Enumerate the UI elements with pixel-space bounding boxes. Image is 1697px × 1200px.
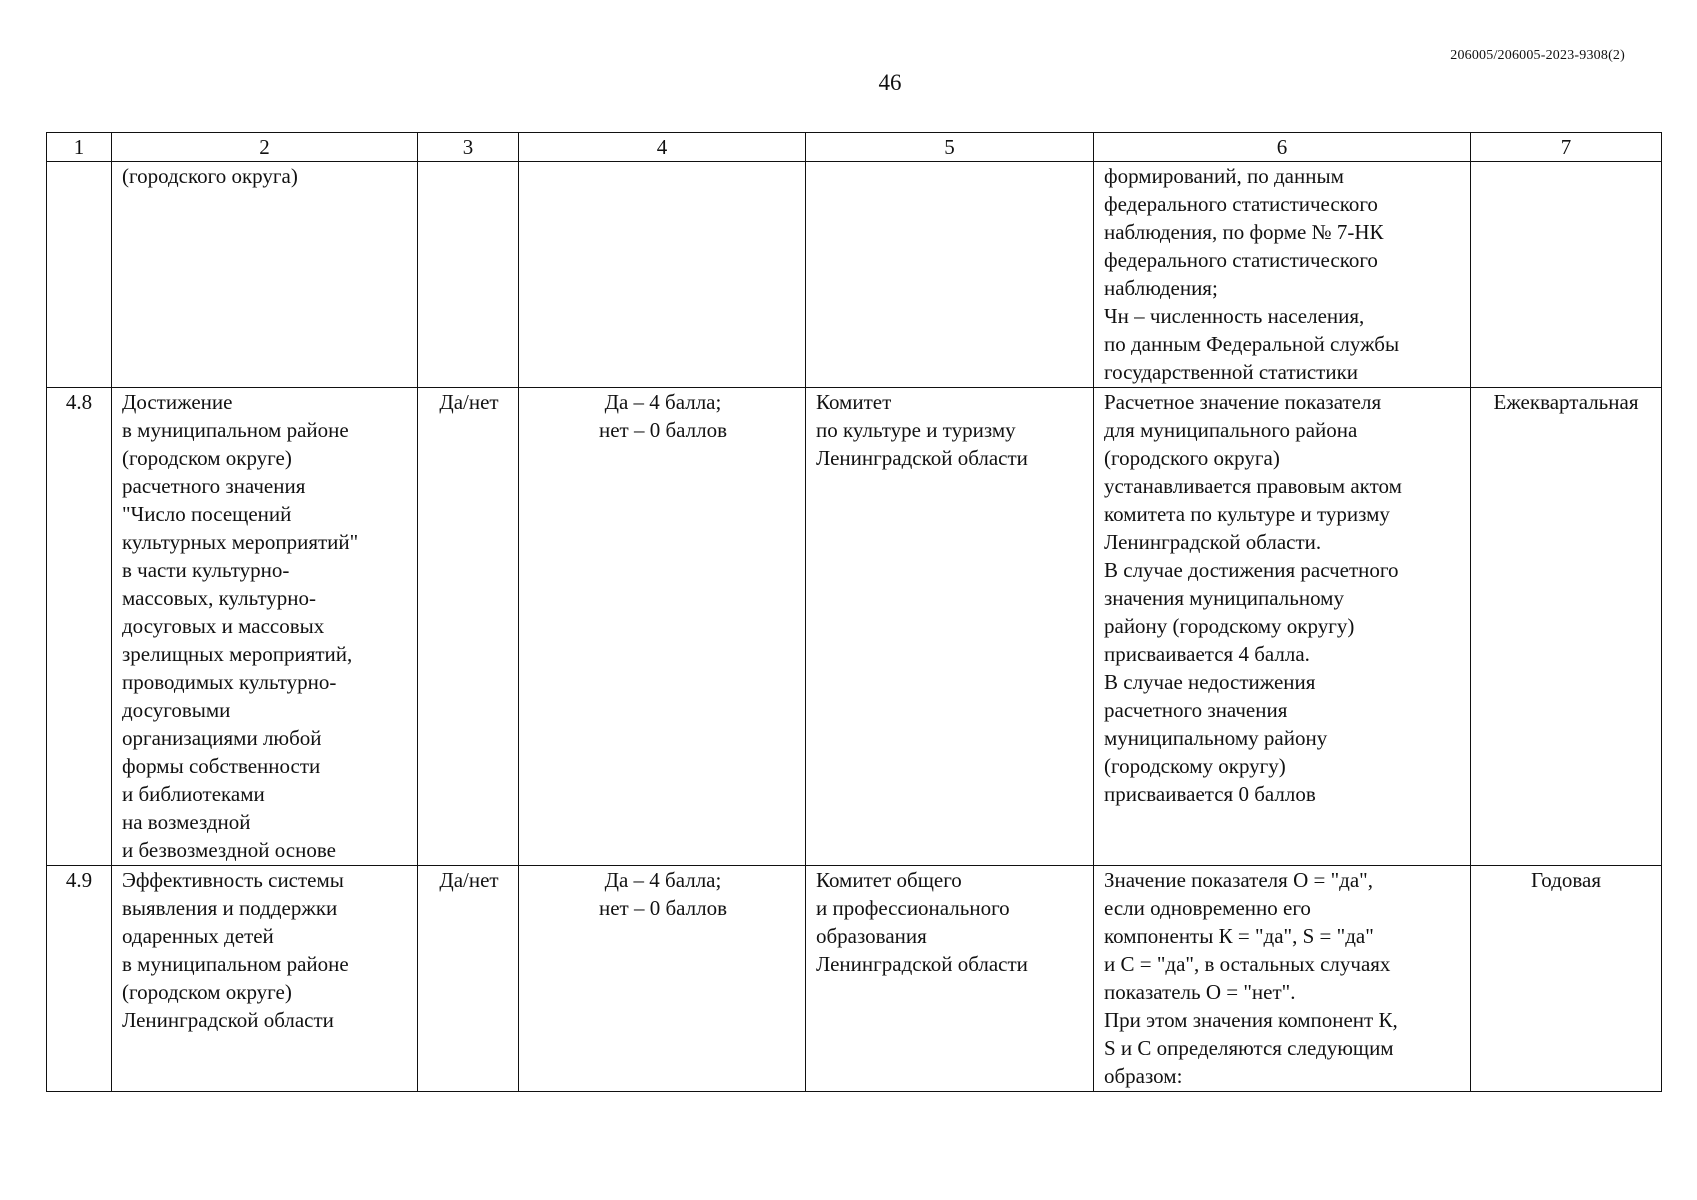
responsible-body: Комитет общего и профессионального образования Ленинградской области (806, 866, 1094, 1092)
column-number: 6 (1094, 133, 1471, 162)
table-row (47, 866, 1662, 1092)
indicator-name: (городского округа) (112, 162, 418, 388)
unit: Да/нет (418, 388, 519, 866)
unit (418, 162, 519, 388)
periodicity (1471, 162, 1662, 388)
page-number: 46 (878, 70, 902, 95)
row-number (47, 162, 112, 388)
unit: Да/нет (418, 866, 519, 1092)
row-number: 4.8 (47, 388, 112, 866)
row-number: 4.9 (47, 866, 112, 1092)
scoring (519, 162, 806, 388)
column-number: 5 (806, 133, 1094, 162)
responsible-body (806, 162, 1094, 388)
calculation-method: Значение показателя О = "да", если одновременно его компоненты К = "да", S = "да" и С = "да", в остальных случаях показатель О = "нет". При этом значения компонент К, S и С определяются следующим образом: (1094, 866, 1471, 1092)
calculation-method: Расчетное значение показателя для муниципального района (городского округа) устанавливается правовым актом комитета по культуре и туризму Ленинградской области. В случае достижения расчетного значения муниципальному району (городскому округу) присваивается 4 балла. В случае недостижения расчетного значения муниципальному району (городскому округу) присваивается 0 баллов (1094, 388, 1471, 866)
indicators-table (46, 132, 1662, 1092)
column-number-row (47, 133, 1662, 162)
periodicity: Ежеквартальная (1471, 388, 1662, 866)
column-number: 1 (47, 133, 112, 162)
column-number: 7 (1471, 133, 1662, 162)
indicator-name: Достижение в муниципальном районе (городском округе) расчетного значения "Число посещений культурных мероприятий" в части культурно- массовых, культурно- досуговых и массовых зрелищных мероприятий, проводимых культурно- досуговыми организациями любой формы собственности и библиотеками на возмездной и безвозмездной основе (112, 388, 418, 866)
calculation-method: формирований, по данным федерального статистического наблюдения, по форме № 7-НК федерального статистического наблюдения; Чн – численность населения, по данным Федеральной службы государственной статистики (1094, 162, 1471, 388)
table-row (47, 162, 1662, 388)
column-number: 3 (418, 133, 519, 162)
scoring: Да – 4 балла; нет – 0 баллов (519, 866, 806, 1092)
indicator-name: Эффективность системы выявления и поддержки одаренных детей в муниципальном районе (городском округе) Ленинградской области (112, 866, 418, 1092)
table-row (47, 388, 1662, 866)
document-id: 206005/206005-2023-9308(2) (1450, 48, 1625, 63)
responsible-body: Комитет по культуре и туризму Ленинградской области (806, 388, 1094, 866)
scoring: Да – 4 балла; нет – 0 баллов (519, 388, 806, 866)
column-number: 4 (519, 133, 806, 162)
periodicity: Годовая (1471, 866, 1662, 1092)
column-number: 2 (112, 133, 418, 162)
